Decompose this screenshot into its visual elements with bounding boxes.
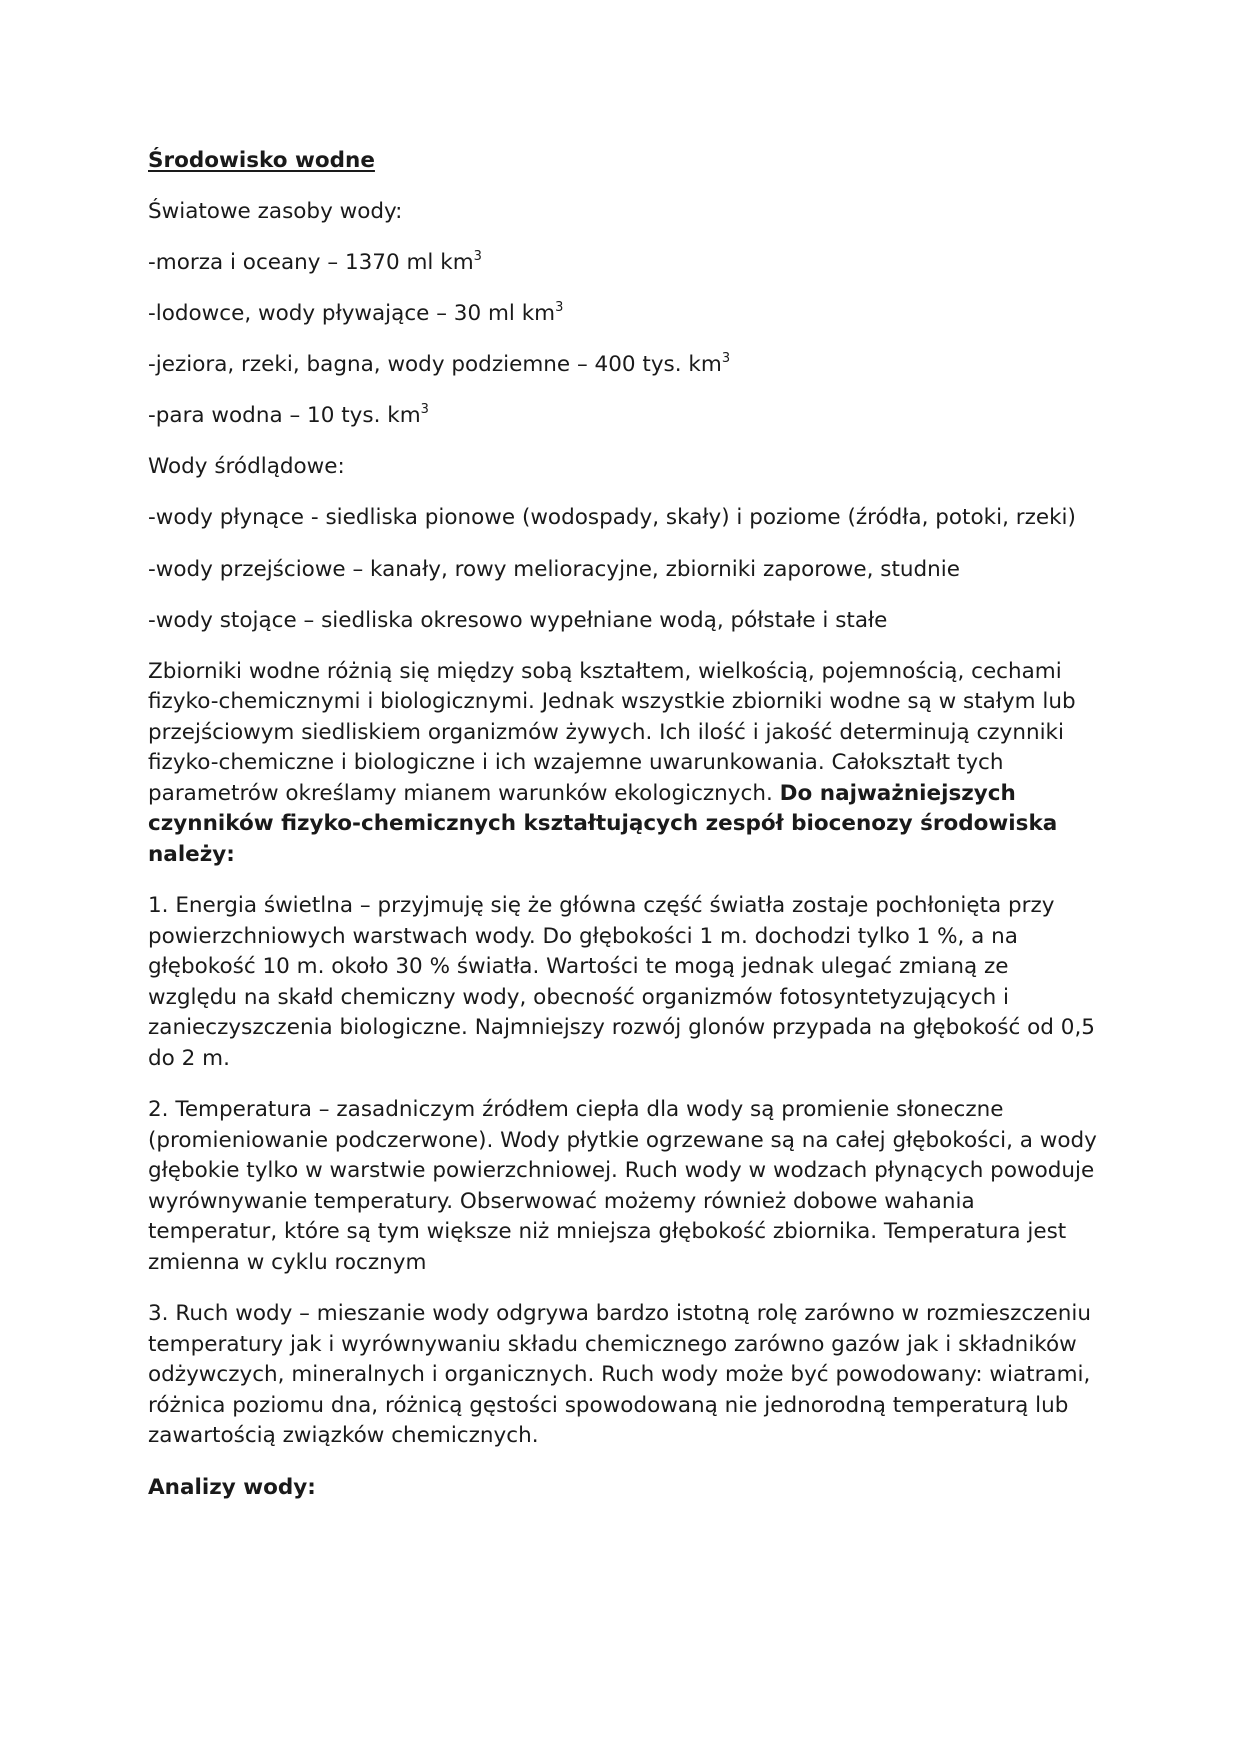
document-title: Środowisko wodne <box>148 148 375 173</box>
inland-item: -wody stojące – siedliska okresowo wypełniane wodą, półstałe i stałe <box>148 607 888 633</box>
inland-item: -wody przejściowe – kanały, rowy melioracyjne, zbiorniki zaporowe, studnie <box>148 556 960 582</box>
inland-heading: Wody śródlądowe: <box>148 454 345 479</box>
analysis-heading: Analizy wody: <box>148 1474 316 1500</box>
intro-bold-text: Do najważniejszych czynników fizyko-chemicznych kształtujących zespół biocenozy środowiska należy: <box>148 780 1058 867</box>
factor-paragraph: 3. Ruch wody – mieszanie wody odgrywa bardzo istotną rolę zarówno w rozmieszczeniu temperatury jak i wyrównywaniu składu chemicznego zarówno gazów jak i składników odżywczych, mineralnych i organicznych. Ruch wody może być powodowany: wiatrami, różnica poziomu dna, różnicą gęstości spowodowaną nie jednorodną temperaturą lub zawartością związków chemicznych. <box>148 1301 1091 1448</box>
resource-item: -lodowce, wody pływające – 30 ml $km^3$ <box>148 300 564 326</box>
resource-item: -morza i oceany – 1370 ml $km^3$ <box>148 249 482 275</box>
factor-paragraph: 2. Temperatura – zasadniczym źródłem ciepła dla wody są promienie słoneczne (promieniowanie podczerwone). Wody płytkie ogrzewane są na całej głębokości, a wody głębokie tylko w warstwie powierzchniowej. Ruch wody w wodzach płynących powoduje wyrównywanie temperatury. Obserwować możemy również dobowe wahania temperatur, które są tym większe niż mniejsza głębokość zbiornika. Temperatura jest zmienna w cyklu rocznym <box>148 1097 1097 1275</box>
factor-paragraph: 1. Energia świetlna – przyjmuję się że główna część światła zostaje pochłonięta przy powierzchniowych warstwach wody. Do głębokości 1 m. dochodzi tylko 1 %, a na głębokość 10 m. około 30 % światła. Wartości te mogą jednak ulegać zmianą ze względu na skałd chemiczny wody, obecność organizmów fotosyntetyzujących i zanieczyszczenia biologiczne. Najmniejszy rozwój glonów przypada na głębokość od 0,5 do 2 m. <box>148 893 1095 1071</box>
resources-heading: Światowe zasoby wody: <box>148 199 403 224</box>
intro-paragraph: Zbiorniki wodne różnią się między sobą kształtem, wielkością, pojemnością, cechami fizyko-chemicznymi i biologicznymi. Jednak wszystkie zbiorniki wodne są w stałym lub przejściowym siedliskiem organizmów żywych. Ich ilość i jakość determinują czynniki fizyko-chemiczne i biologiczne i ich wzajemne uwarunkowania. Całokształt tych parametrów określamy mianem warunków ekologicznych. Do najważniejszych czynników fizyko-chemicznych kształtujących zespół biocenozy środowiska należy: <box>148 658 1076 867</box>
resource-item: -para wodna – 10 tys. $km^3$ <box>148 402 429 428</box>
resource-item: -jeziora, rzeki, bagna, wody podziemne – 400 tys. $km^3$ <box>148 351 731 377</box>
inland-item: -wody płynące - siedliska pionowe (wodospady, skały) i poziome (źródła, potoki, rzeki) <box>148 505 1076 530</box>
